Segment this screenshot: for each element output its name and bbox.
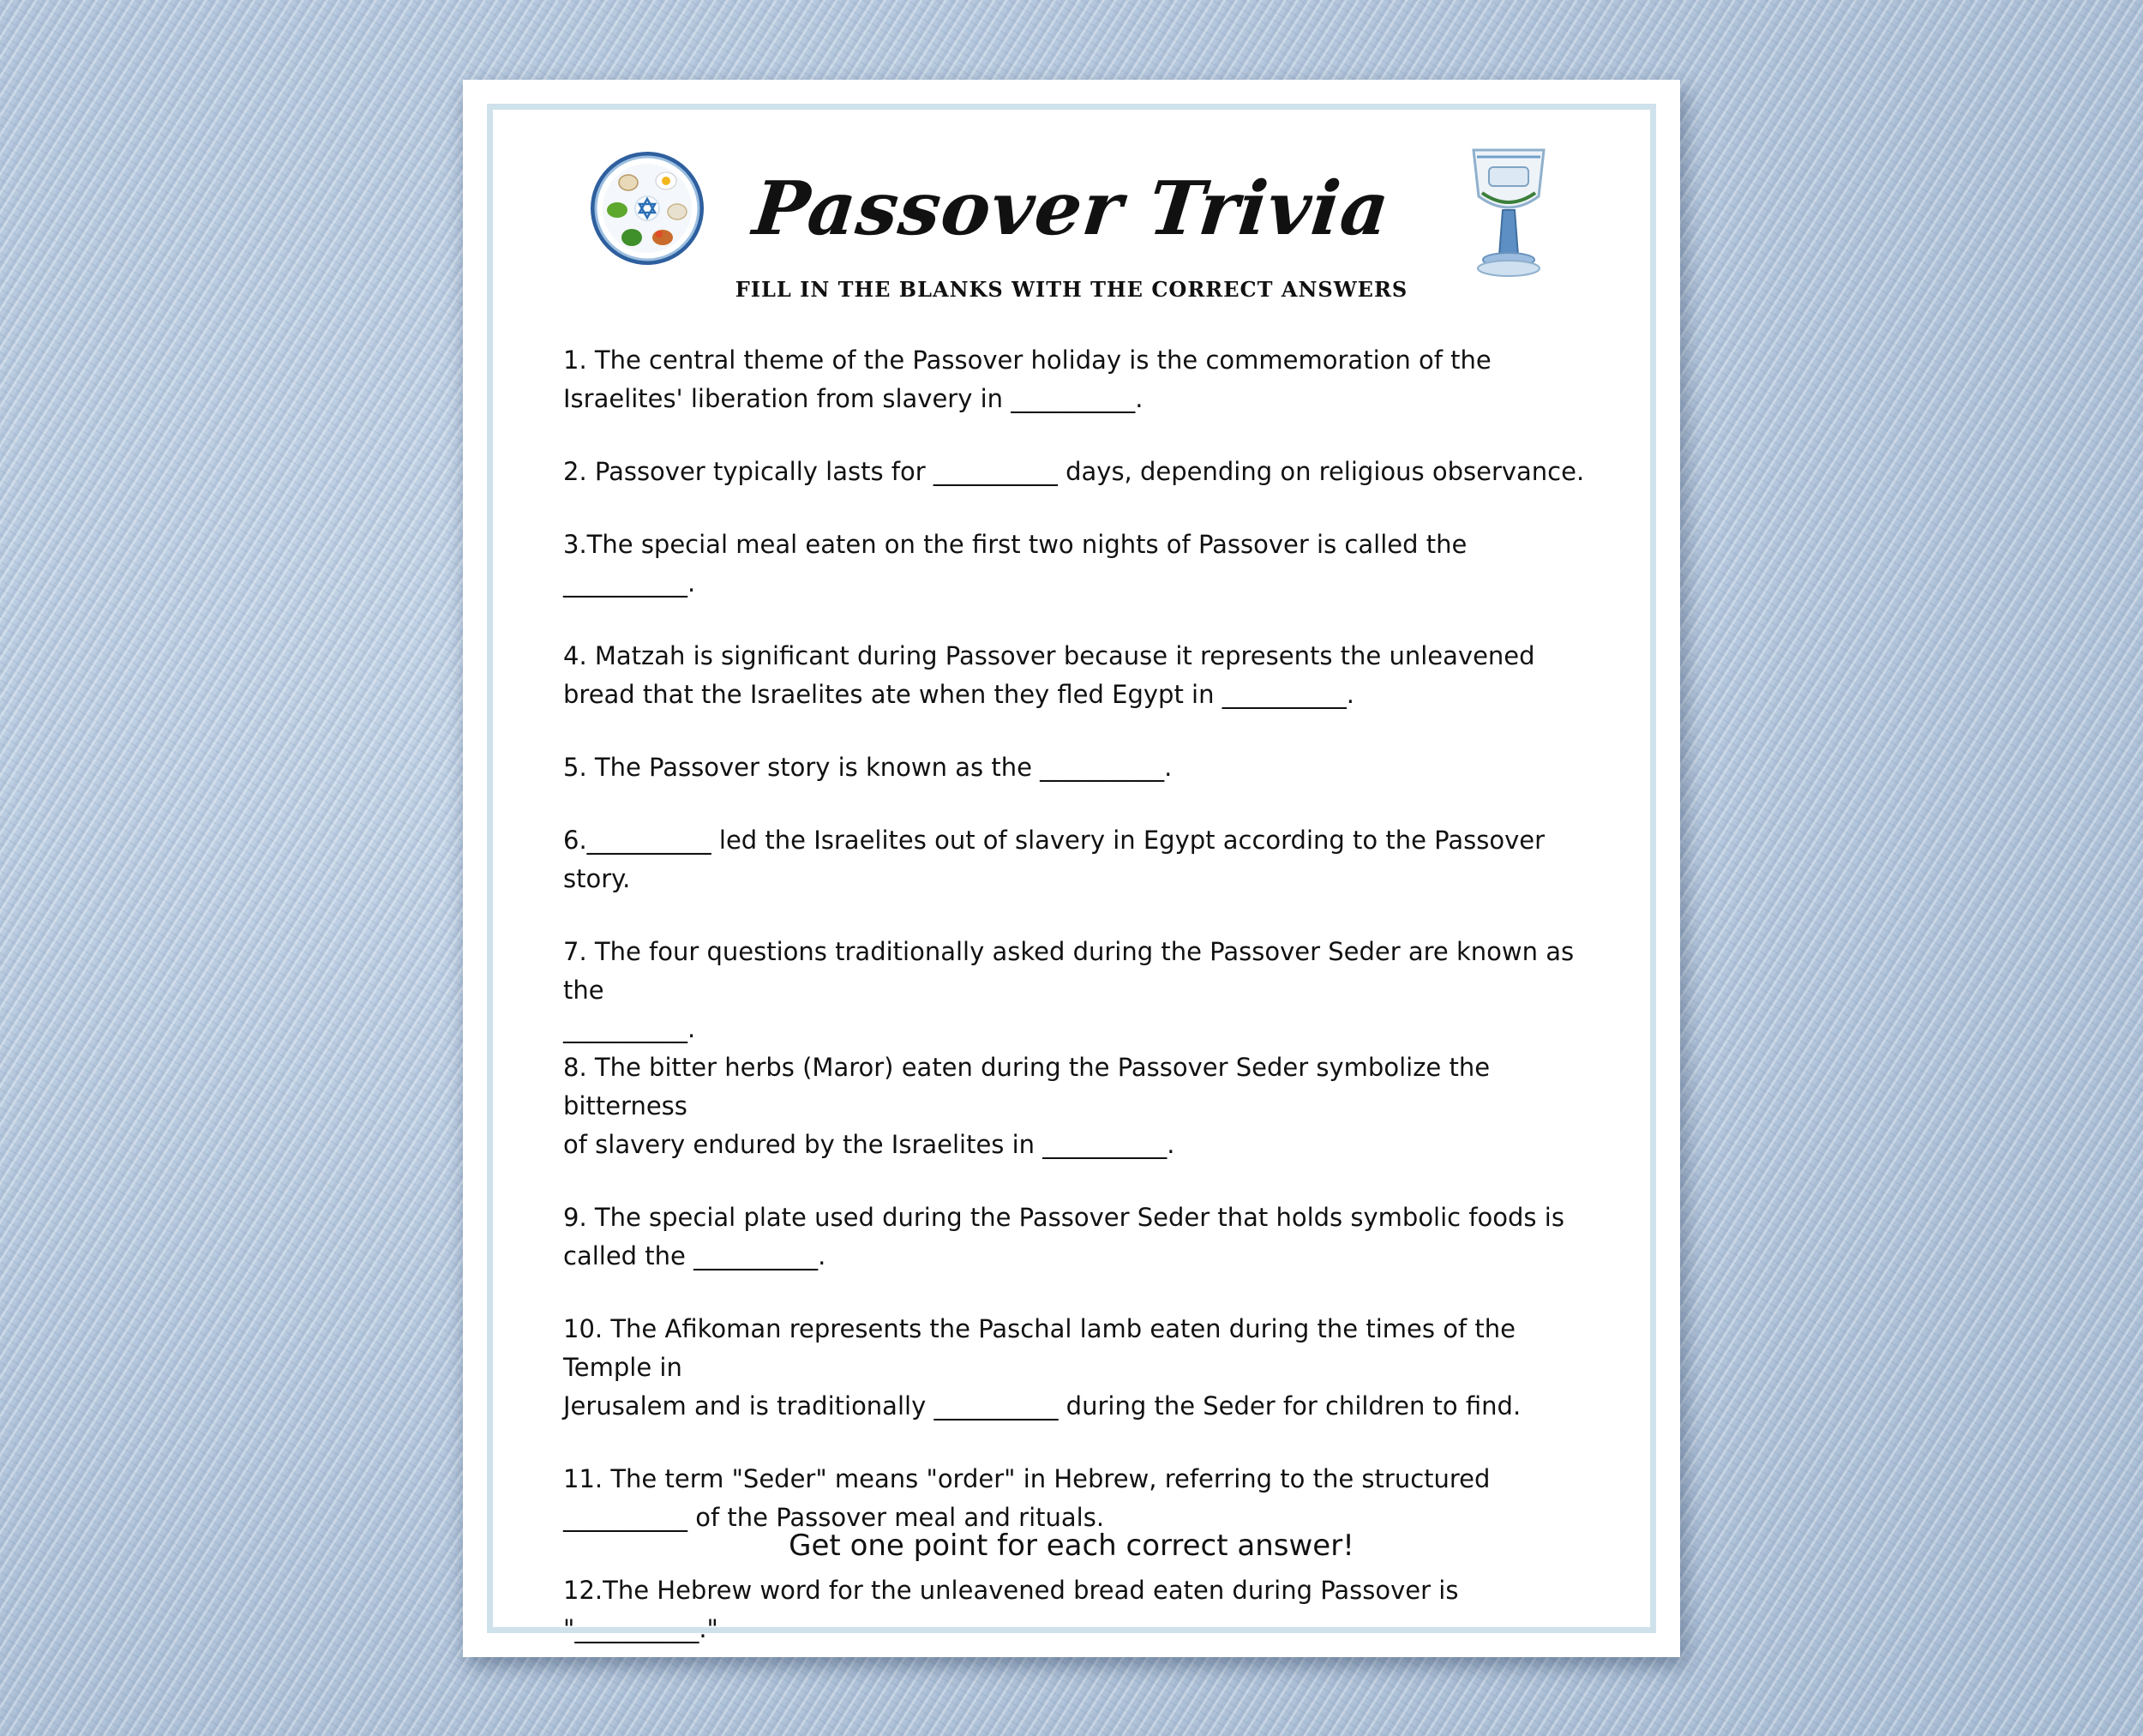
scoring-note: Get one point for each correct answer! [789,1529,1354,1563]
question-item: 11. The term "Seder" means "order" in Hebrew, referring to the structured __________ of the Passover meal and rituals. [563,1464,1491,1532]
question-item: 6.__________ led the Israelites out of slavery in Egypt according to the Passover story. [563,826,1546,893]
question-item: 9. The special plate used during the Passover Seder that holds symbolic foods is called the __________. [563,1203,1564,1270]
trivia-worksheet [463,80,1680,1657]
instructions-subtitle: FILL IN THE BLANKS WITH THE CORRECT ANSWERS [735,277,1408,302]
question-item: 10. The Afikoman represents the Paschal lamb eaten during the times of the Temple in Jerusalem and is traditionally __________ during the Seder for children to find. [563,1314,1522,1421]
question-item: 4. Matzah is significant during Passover because it represents the unleavened bread that the Israelites ate when they fled Egypt in __________. [563,641,1535,709]
question-item: 3.The special meal eaten on the first two nights of Passover is called the __________. [563,530,1468,598]
question-item: 12.The Hebrew word for the unleavened bread eaten during Passover is "__________." [563,1576,1459,1643]
page-title: Passover Trivia [749,165,1394,252]
question-list [563,341,1609,1683]
question-item: 5. The Passover story is known as the __________. [563,753,1173,782]
question-item: 8. The bitter herbs (Maror) eaten during the Passover Seder symbolize the bitterness of slavery endured by the Israelites in __________. [563,1053,1491,1159]
question-item: 1. The central theme of the Passover holiday is the commemoration of the Israelites' liberation from slavery in __________. [563,345,1492,413]
question-item: 7. The four questions traditionally asked during the Passover Seder are known as the __________. [563,937,1575,1043]
question-item: 2. Passover typically lasts for __________ days, depending on religious observance. [563,457,1585,486]
